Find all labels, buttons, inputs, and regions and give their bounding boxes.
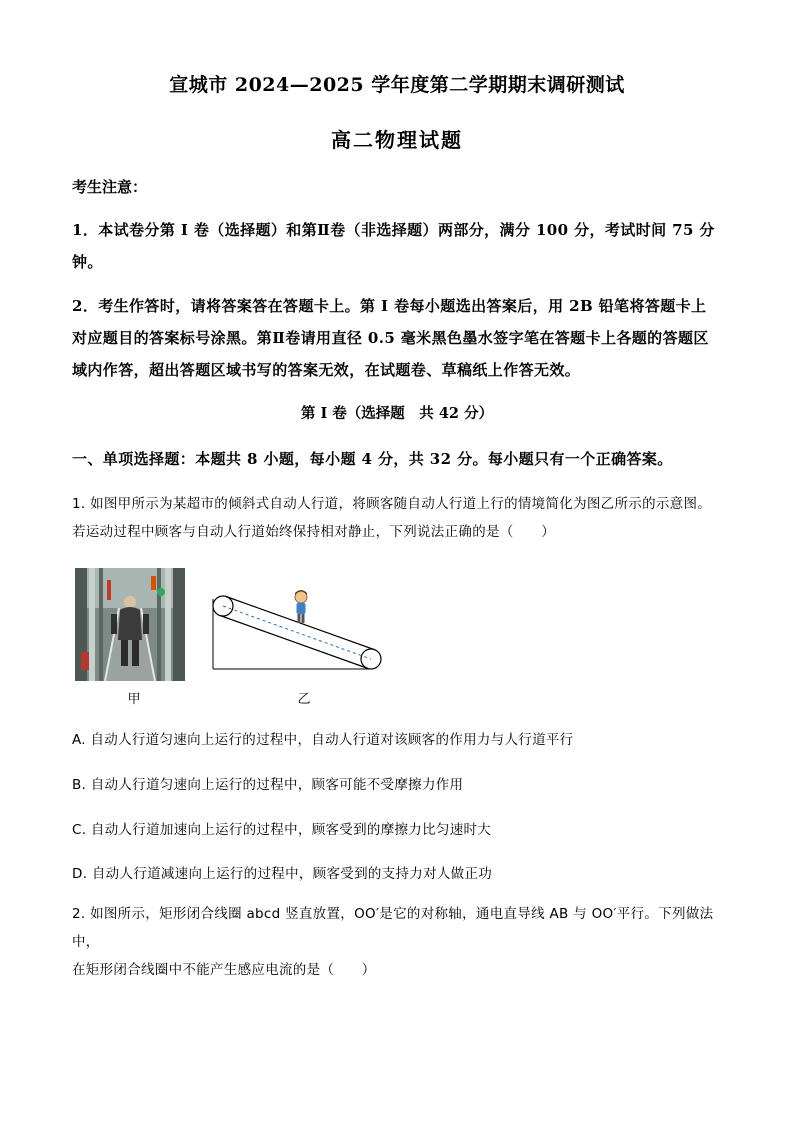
notice-item-2-line2: 对应题目的答案标号涂黑。第Ⅱ卷请用直径 0.5 毫米黑色墨水签字笔在答题卡上各题的答题区 — [72, 329, 709, 347]
section-part1-heading: 一、单项选择题：本题共 8 小题，每小题 4 分，共 32 分。每小题只有一个正确答案。 — [72, 450, 673, 468]
belt-axis-dashed — [223, 606, 371, 659]
question-1-line2: 若运动过程中顾客与自动人行道始终保持相对静止，下列说法正确的是（ ） — [72, 524, 555, 540]
notice-item-1 — [72, 214, 724, 278]
belt-bottom-line — [220, 616, 368, 669]
question-1-line1: 1. 如图甲所示为某超市的倾斜式自动人行道，将顾客随自动人行道上行的情境简化为图乙所示的示意图。 — [72, 496, 712, 512]
figure-schematic-walkway — [208, 585, 386, 677]
notice-item-2-line1: 2．考生作答时，请将答案答在答题卡上。第 I 卷每小题选出答案后，用 2B 铅笔将答题卡上 — [72, 297, 707, 315]
question-2-line1: 2. 如图所示，矩形闭合线圈 abcd 竖直放置，OO′是它的对称轴，通电直导线 AB 与 OO′平行。下列做法中， — [72, 906, 714, 950]
notice-item-1-line2: 钟。 — [72, 253, 103, 271]
question-1-option-c: C. 自动人行道加速向上运行的过程中，顾客受到的摩擦力比匀速时大 — [72, 822, 492, 838]
notice-item-2-line3: 域内作答，超出答题区域书写的答案无效，在试题卷、草稿纸上作答无效。 — [72, 361, 581, 379]
question-2-line2: 在矩形闭合线圈中不能产生感应电流的是（ ） — [72, 962, 376, 978]
notice-item-1-line1: 1．本试卷分第 I 卷（选择题）和第Ⅱ卷（非选择题）两部分，满分 100 分，考试时间 75 分 — [72, 221, 715, 239]
section-title: 第 I 卷（选择题 共 42 分） — [300, 405, 494, 422]
notice-item-2 — [72, 290, 724, 386]
exam-subtitle: 高二物理试题 — [331, 128, 463, 152]
question-1-option-a: A. 自动人行道匀速向上运行的过程中，自动人行道对该顾客的作用力与人行道平行 — [72, 732, 574, 748]
notice-heading: 考生注意： — [72, 178, 148, 196]
escalator-photo-illustration — [75, 568, 185, 681]
question-1-stem — [72, 490, 732, 546]
question-1-option-b: B. 自动人行道匀速向上运行的过程中，顾客可能不受摩擦力作用 — [72, 777, 464, 793]
figure-caption-yi: 乙 — [297, 692, 311, 707]
customer-figure — [295, 590, 307, 623]
figure-photo-escalator — [75, 568, 185, 681]
walkway-schematic — [208, 585, 386, 677]
exam-title: 宣城市 2024—2025 学年度第二学期期末调研测试 — [169, 74, 625, 96]
figure-caption-jia: 甲 — [127, 692, 141, 707]
question-2-stem — [72, 900, 732, 984]
question-1-option-d: D. 自动人行道减速向上运行的过程中，顾客受到的支持力对人做正功 — [72, 866, 493, 882]
